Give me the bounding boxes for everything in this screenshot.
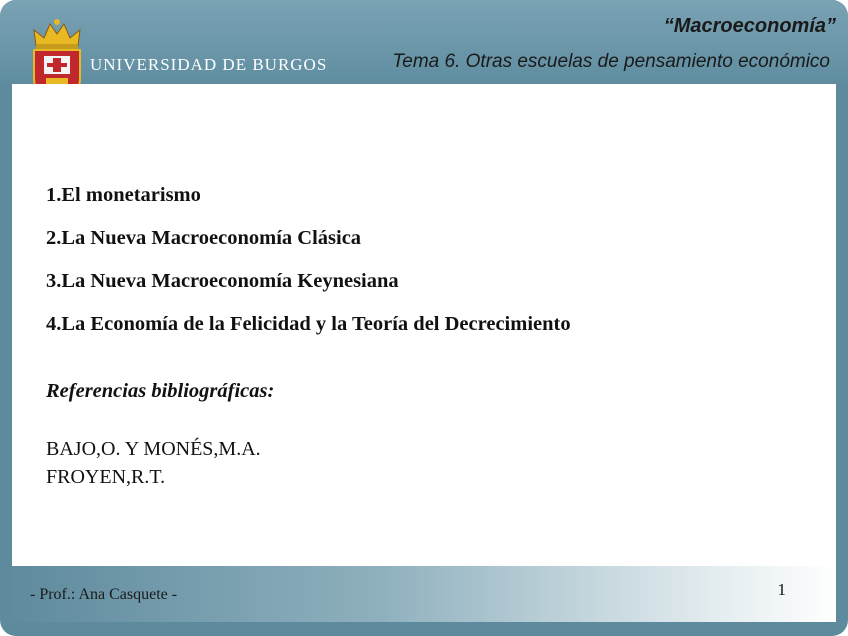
course-subtitle: Tema 6. Otras escuelas de pensamiento económico [392, 51, 830, 72]
topic-item: 1.El monetarismo [46, 184, 201, 206]
reference-item: FROYEN,R.T. [46, 466, 166, 488]
university-name: UNIVERSIDAD DE BURGOS [90, 55, 328, 74]
reference-item: BAJO,O. Y MONÉS,M.A. [46, 438, 261, 460]
page-number: 1 [777, 580, 786, 599]
references-list [46, 438, 261, 494]
topic-item: 2.La Nueva Macroeconomía Clásica [46, 227, 362, 249]
topic-item: 3.La Nueva Macroeconomía Keynesiana [46, 270, 399, 292]
references-heading: Referencias bibliográficas: [46, 380, 275, 402]
course-title: “Macroeconomía” [663, 15, 836, 37]
slide-header [0, 0, 848, 84]
slide-footer [12, 566, 836, 622]
topic-list [46, 184, 571, 356]
professor-label: - Prof.: Ana Casquete - [30, 586, 178, 603]
topic-item: 4.La Economía de la Felicidad y la Teoría del Decrecimiento [46, 313, 571, 335]
slide-content [12, 84, 836, 566]
